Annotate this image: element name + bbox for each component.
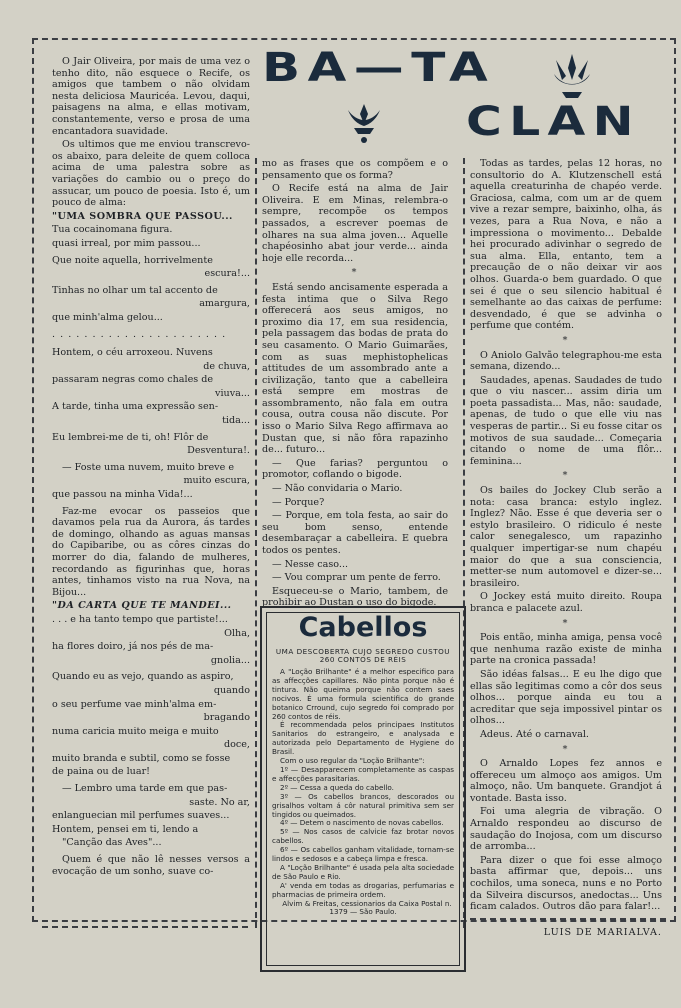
section-separator: * — [562, 470, 570, 482]
poem-line: amargura, — [199, 298, 250, 310]
ad-paragraph: É recommendada pelos principaes Institutos Sanitarios do estrangeiro, e analysada e autorizada pelo Departamento de Hygiene do Brasil. — [272, 720, 454, 757]
col2-paragraph: Esqueceu-se o Mario, tambem, de prohibir ao Dustan o uso do bigode. — [262, 585, 448, 609]
col2-paragraph: O Recife está na alma de Jair Oliveira. E em Minas, relembra-o sempre, recompõe os tempos passados, a escrever poemas de olhares na sua alma joven... Aquelle chapéosinho abat jour verde... ainda hoje elle recorda... — [262, 183, 448, 264]
masthead-line-1: BA—TA — [262, 45, 496, 91]
col2-paragraph: — Porque, em tola festa, ao sair do seu bom senso, entende desembaraçar a cabelleira. E quebra todos os pentes. — [262, 510, 448, 556]
poem-title: "UMA SOMBRA QUE PASSOU... — [52, 210, 233, 222]
col2-paragraph: Está sendo ancisamente esperada a festa intima que o Silva Rego offerecerá aos seus amigos, no proximo dia 17, em sua residencia, pela passagem das bodas de prata do seu casamento. O Mario Guimarães, com as suas mephistophelicas attitudes de um assombrado ante a civilização, tanto que a cabelleira está sempre em mostras de assombramento, não fala em outra cousa, outra cousa não discute. Por isso o Mario Silva Rego affirmava ao Dustan que, si não fôra rapazinho de... futuro... — [262, 281, 448, 456]
poem-line: que passou na minha Vida!... — [52, 489, 193, 500]
poem-line: quasi irreal, por mim passou... — [52, 237, 201, 249]
ornament-left-icon — [346, 100, 382, 144]
section-separator: * — [562, 334, 570, 346]
col2-paragraph: — Nesse caso... — [272, 558, 349, 570]
ad-paragraph: A "Loção Brilhante" é a melhor especifico para as affecções capillares. Não pinta porque não é tintura. Não queima porque não contem saes nocivos. É uma formula scientifica do grande botanico Crround, cujo segredo foi comprado por 260 contos de réis. — [272, 667, 454, 721]
ad-paragraph: A' venda em todas as drogarias, perfumarias e pharmacias de primeira ordem. — [272, 880, 454, 899]
ad-paragraph: 3º — Os cabellos brancos, descorados ou grisalhos voltam á côr natural primitiva sem ser tingidos ou queimados. — [272, 791, 454, 819]
poem-line: muito escura, — [183, 475, 250, 487]
poem-line: A tarde, tinha uma expressão sen- — [52, 401, 219, 413]
poem2-line: Hontem, pensei em ti, lendo a — [52, 823, 199, 835]
col1-intro-1: O Jair Oliveira, por mais de uma vez o tenho dito, não esquece o Recife, os amigos que tambem o não olvidam nesta deliciosa Mauricéa. Levou, daqui, paisagens na alma, e ellas motivam, constantemente, verso e prosa de uma encantadora suavidade. — [52, 56, 250, 137]
col3-paragraph: São idéas falsas... E eu lhe digo que ellas são legitimas como a côr dos seus olhos... porque ainda eu tou a acreditar que seja impossivel pintar os olhos... — [470, 668, 662, 727]
ad-paragraph: 4º — Detem o nascimento de novas cabellos. — [280, 818, 444, 828]
col1-intro-2: Os ultimos que me enviou transcrevo-os abaixo, para deleite de quem colloca acima de uma palestra sobre as variações do cambio ou o preço do assucar, um pouco de poesia. Isto é, um pouco de alma: — [52, 139, 250, 209]
ad-paragraph: A "Loção Brilhante" é usada pela alta sociedade de São Paulo e Rio. — [272, 862, 454, 881]
masthead-line-2: CLAN — [466, 99, 641, 145]
ad-paragraph: 6º — Os cabellos ganham vitalidade, tornam-se lindos e sedosos e a cabeça limpa e fresca. — [272, 845, 454, 864]
bottom-rule-left — [42, 926, 248, 928]
poem2-line: enlanguecian mil perfumes suaves... — [52, 810, 230, 822]
col3-paragraph: O Aniolo Galvão telegraphou-me esta semana, dizendo... — [470, 349, 662, 373]
poem-line: escura!... — [204, 268, 250, 280]
poem2-line: Olha, — [224, 627, 250, 639]
col1-prose-2: Faz-me evocar os passeios que davamos pela rua da Aurora, ás tardes de domingo, olhando as aguas mansas do Capibaribe, ou as côres cinzas do morrer do dia, falando de mulheres, recordando as figurinhas que, horas antes, tinhamos visto na rua Nova, na Bijou... — [52, 505, 250, 598]
poem-line: Tinhas no olhar um tal accento de — [52, 284, 218, 296]
column-left — [52, 56, 250, 916]
poem-line: Tua cocainomana figura. — [52, 224, 173, 236]
column-divider-1 — [255, 158, 257, 928]
poem-line: Que noite aquella, horrivelmente — [52, 254, 213, 266]
poem2-line: — Lembro uma tarde em que pas- — [62, 783, 228, 795]
poem-line: de chuva, — [203, 360, 250, 372]
col3-paragraph: Foi uma alegria de vibração. O Arnaldo respondeu ao discurso de saudação do Inojosa, com um discurso de arromba... — [470, 806, 662, 853]
poem2-line: numa caricia muito meiga e muito — [52, 725, 219, 737]
col3-paragraph: O Arnaldo Lopes fez annos e offereceu um almoço aos amigos. Um almoço, não. Um banquete. Grandjot á vontade. Basta isso. — [470, 758, 662, 804]
cabellos-advertisement — [260, 606, 466, 972]
poem-line: Desventura!. — [187, 445, 250, 457]
col2-paragraph: — Não convidaria o Mario. — [272, 483, 403, 495]
poem2-line: "Canção das Aves"... — [62, 837, 162, 849]
poem2-line: saste. No ar, — [189, 796, 250, 808]
ad-title: Cabellos — [298, 612, 428, 643]
poem2-line: Quando eu as vejo, quando as aspiro, — [52, 671, 234, 683]
ornament-right-icon — [552, 52, 592, 100]
col3-paragraph: Para dizer o que foi esse almoço basta affirmar que, depois... uns cochilos, uma soneca, nuns e no Porto da Silveira discursos, anedoctas... Uns ficam calados. Outros dão para falar!... — [470, 854, 662, 913]
poem-line: passaram negras como chales de — [52, 374, 214, 386]
poem2-line: quando — [213, 684, 250, 696]
col1-closing: Quem é que não lê nesses versos a evocação de um sonho, suave co- — [52, 854, 250, 877]
ad-paragraph: 1º — Desapparecem completamente as caspas e affecções parasitarias. — [272, 764, 454, 783]
col2-paragraph: mo as frases que os compõem e o pensamento que os forma? — [262, 158, 448, 181]
ad-paragraph: 5º — Nos casos de calvicie faz brotar novos cabellos. — [272, 827, 454, 846]
col2-paragraph: — Vou comprar um pente de ferro. — [272, 572, 441, 584]
column-right — [470, 158, 662, 938]
poem2-title: "DA CARTA QUE TE MANDEI... — [52, 600, 232, 612]
col3-paragraph: Os bailes do Jockey Club serão a nota: casa branca: estylo inglez. Inglez? Não. Esse é que deveria ser o estylo brasileiro. O ridiculo é neste calor senegalesco, um rapazinho qualquer impertigar-se num chapéu maior do que a sua consciencia, metter-se num automovel e dizer-se... brasileiro. — [470, 485, 662, 589]
poem-line: . . . . . . . . . . . . . . . . . . . . . . — [52, 329, 227, 341]
section-separator: * — [351, 267, 359, 279]
poem2-line: bragando — [203, 712, 250, 724]
column-middle — [262, 158, 448, 609]
poem2-line: muito branda e subtil, como se fosse — [52, 752, 231, 764]
section-separator: * — [562, 743, 570, 755]
col2-paragraph: — Que farias? perguntou o promotor, coflando o bigode. — [262, 457, 448, 481]
poem-line: Eu lembrei-me de ti, oh! Flôr de — [52, 431, 209, 443]
ad-body — [272, 668, 454, 917]
col3-paragraph: Todas as tardes, pelas 12 horas, no consultorio do A. Klutzenschell está aquella creaturinha de chapéo verde. Graciosa, calma, com um ar de quem vive a rezar sempre, baixinho, olha, ás vezes, para a Rua Nova, e não a impressiona o movimento... Debalde hei procurado adivinhar o segredo de sua alma. Ella, entanto, tem a precaução de o não deixar vir aos olhos. Guarda-o bem guardado. O que sei é que o seu silencio habitual é semelhante ao das caixas de perfume: desvendado, é que se advinha o perfume que contém. — [470, 158, 662, 332]
poem2-line: ha flores doiro, já nos pés de ma- — [52, 641, 214, 653]
section-separator: * — [562, 617, 570, 629]
poem-line: tida... — [222, 415, 250, 427]
author-signature: LUIS DE MARIALVA. — [543, 926, 662, 938]
bottom-rule-right — [470, 918, 666, 920]
ad-paragraph: 2º — Cessa a queda do cabello. — [280, 782, 394, 792]
col2-paragraph: — Porque? — [272, 496, 325, 508]
ad-footer: Alvim & Freitas, cessionarios da Caixa Postal n. 1379 — São Paulo. — [282, 898, 452, 917]
col3-paragraph: Pois então, minha amiga, pensa você que nenhuma razão existe de minha parte na cronica passada! — [470, 632, 662, 667]
poem2-line: o seu perfume vae minh'alma em- — [52, 698, 217, 710]
poem2-line: gnolia... — [210, 654, 250, 666]
poem-line: viuva... — [215, 387, 250, 399]
poem2-line: doce, — [223, 739, 250, 751]
poem2-line: . . . e ha tanto tempo que partiste!... — [52, 613, 228, 625]
ad-subtitle: UMA DESCOBERTA CUJO SEGREDO CUSTOU 260 CONTOS DE RÉIS — [275, 647, 451, 665]
poem-line: que minh'alma gelou... — [52, 311, 163, 323]
poem2-line: de paina ou de luar! — [52, 766, 151, 778]
poem-line: — Foste uma nuvem, muito breve e — [62, 461, 235, 473]
col3-paragraph: Adeus. Até o carnaval. — [480, 728, 589, 740]
ad-paragraph: Com o uso regular da "Loção Brilhante": — [280, 756, 425, 766]
poem-line: Hontem, o céu arroxeou. Nuvens — [52, 347, 213, 359]
col3-paragraph: Saudades, apenas. Saudades de tudo que o viu nascer... assim diria um poeta passadista... Mas, não: saudade, apenas, de tudo o que elle viu nas vesperas de partir... Si eu fosse citar os motivos de sua saudade... Começaria citando o nome de uma flôr... feminina... — [470, 374, 662, 467]
col3-paragraph: O Jockey está muito direito. Roupa branca e palacete azul. — [470, 591, 662, 614]
